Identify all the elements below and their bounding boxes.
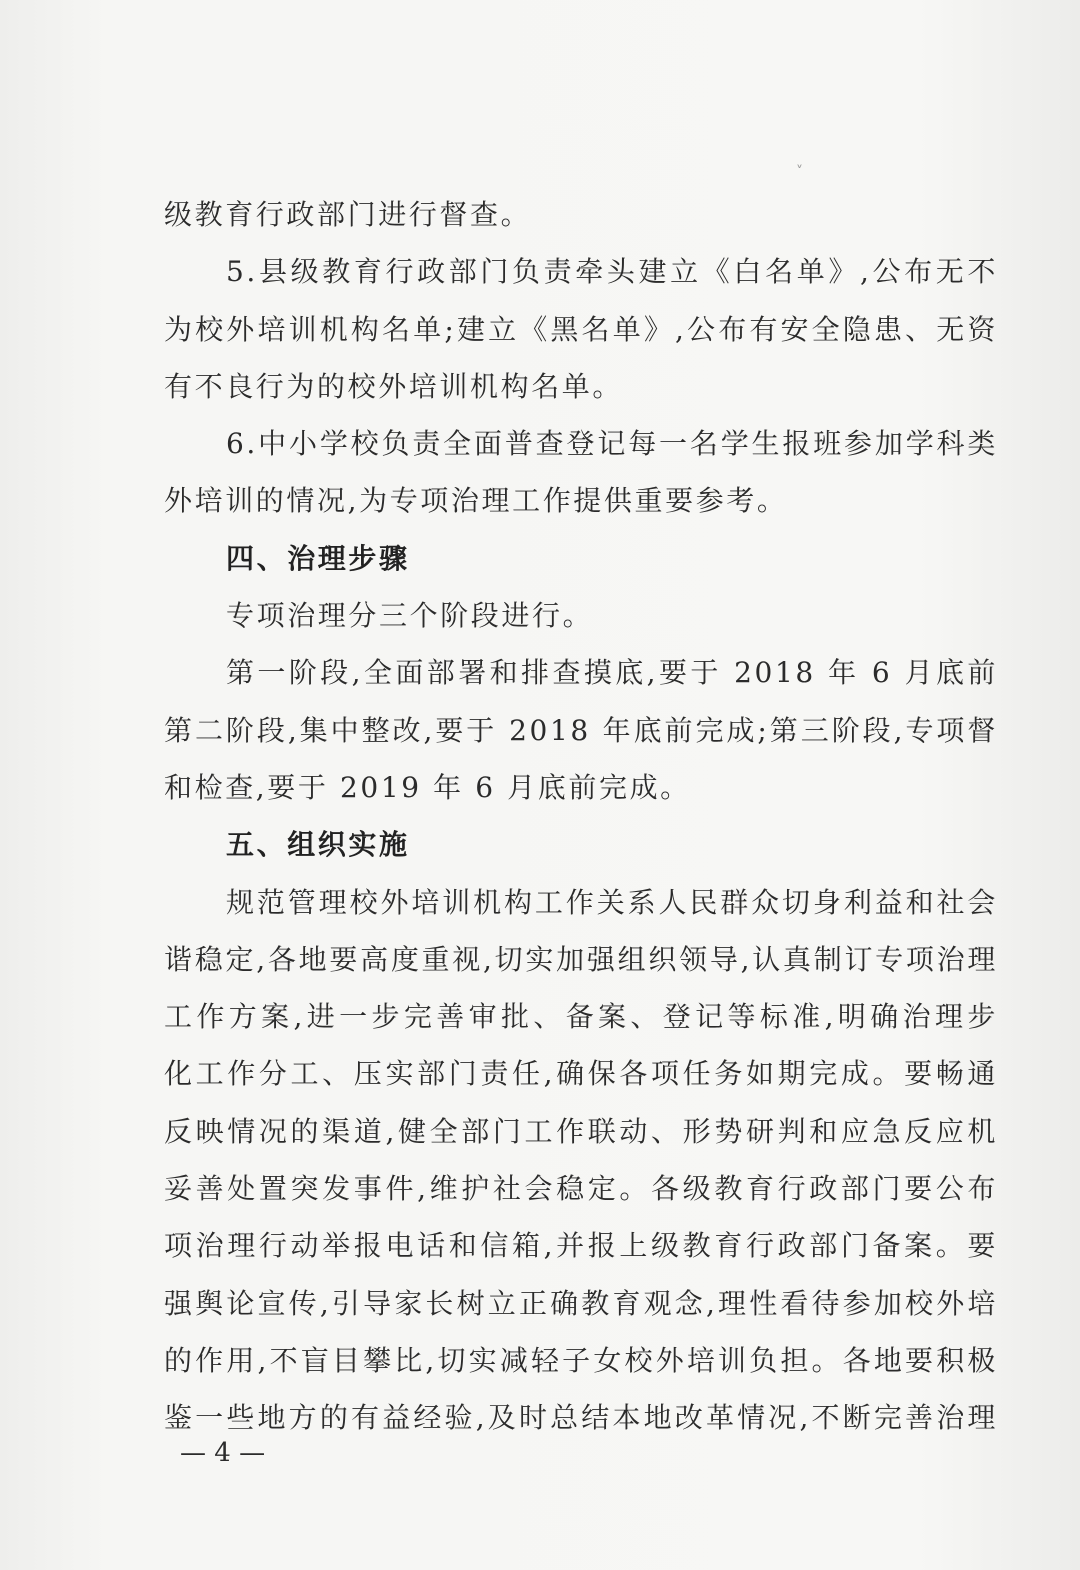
section-heading-implementation: 五、组织实施	[226, 828, 410, 862]
item-6-line: 6.中小学校负责全面普查登记每一名学生报班参加学科类	[226, 427, 998, 461]
body-line: 第二阶段,集中整改,要于 2018 年底前完成;第三阶段,专项督	[164, 713, 998, 747]
body-line: 项治理行动举报电话和信箱,并报上级教育行政部门备案。要	[164, 1229, 998, 1263]
body-line: 反映情况的渠道,健全部门工作联动、形势研判和应急反应机	[164, 1114, 998, 1148]
body-line: 化工作分工、压实部门责任,确保各项任务如期完成。要畅通	[164, 1057, 998, 1091]
body-line: 工作方案,进一步完善审批、备案、登记等标准,明确治理步	[164, 1000, 998, 1034]
body-line: 规范管理校外培训机构工作关系人民群众切身利益和社会	[226, 885, 998, 919]
body-line: 第一阶段,全面部署和排查摸底,要于 2018 年 6 月底前	[226, 656, 998, 690]
item-5-line: 5.县级教育行政部门负责牵头建立《白名单》,公布无不	[226, 255, 998, 289]
body-line: 级教育行政部门进行督查。	[164, 198, 532, 231]
body-line: 谐稳定,各地要高度重视,切实加强组织领导,认真制订专项治理	[164, 942, 998, 976]
document-body	[164, 186, 998, 1447]
page-number: — 4 —	[180, 1438, 266, 1468]
body-line: 有不良行为的校外培训机构名单。	[164, 369, 624, 403]
body-line: 鉴一些地方的有益经验,及时总结本地改革情况,不断完善治理	[164, 1401, 998, 1435]
body-line: 强舆论宣传,引导家长树立正确教育观念,理性看待参加校外培	[164, 1286, 998, 1320]
body-line: 和检查,要于 2019 年 6 月底前完成。	[164, 770, 691, 804]
body-line: 专项治理分三个阶段进行。	[226, 599, 594, 633]
body-line: 的作用,不盲目攀比,切实减轻子女校外培训负担。各地要积极	[164, 1343, 998, 1377]
body-line: 妥善处置突发事件,维护社会稳定。各级教育行政部门要公布	[164, 1172, 998, 1206]
section-heading-steps: 四、治理步骤	[226, 541, 410, 575]
body-line: 外培训的情况,为专项治理工作提供重要参考。	[164, 484, 788, 518]
scan-speck: ˅	[796, 164, 803, 180]
body-line: 为校外培训机构名单;建立《黑名单》,公布有安全隐患、无资	[164, 312, 998, 346]
